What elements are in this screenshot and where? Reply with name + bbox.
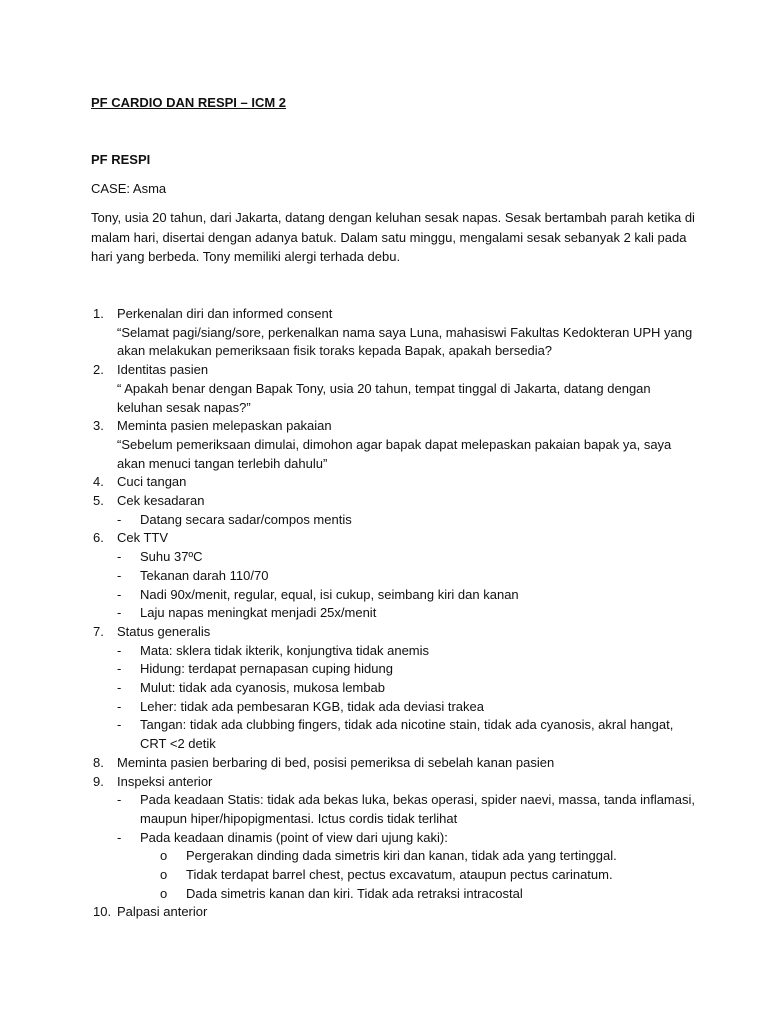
list-item-text: keluhan sesak napas?” — [117, 399, 251, 415]
bullet-dash: - — [117, 567, 122, 583]
list-number: 5. — [93, 493, 104, 508]
list-number: 7. — [93, 623, 104, 639]
bullet-dash: - — [117, 792, 122, 808]
list-item-text: Palpasi anterior — [117, 904, 208, 920]
list-item-text: Tangan: tidak ada clubbing fingers, tidak ada nicotine stain, tidak ada cyanosis, akral hangat, — [140, 717, 674, 733]
list-number: 9. — [93, 773, 104, 789]
bullet-dash: - — [117, 511, 122, 527]
list-item-text: Identitas pasien — [117, 362, 209, 378]
doc-title: PF CARDIO DAN RESPI – ICM 2 — [91, 95, 287, 110]
list-item-text: Mulut: tidak ada cyanosis, mukosa lembab — [140, 680, 385, 695]
list-item-text: “Selamat pagi/siang/sore, perkenalkan nama saya Luna, mahasiswi Fakultas Kedokteran UPH yang — [117, 324, 693, 340]
list-number: 2. — [93, 362, 104, 378]
list-item-text: Tidak terdapat barrel chest, pectus excavatum, ataupun pectus carinatum. — [186, 867, 613, 882]
list-item-text: Tekanan darah 110/70 — [140, 567, 269, 583]
list-item-text: Nadi 90x/menit, regular, equal, isi cukup, seimbang kiri dan kanan — [140, 586, 519, 602]
list-item-text: akan melakukan pemeriksaan fisik toraks kepada Bapak, apakah bersedia? — [117, 343, 553, 359]
list-item-text: Leher: tidak ada pembesaran KGB, tidak ada deviasi trakea — [140, 698, 484, 714]
list-item-text: Pergerakan dinding dada simetris kiri dan kanan, tidak ada yang tertinggal. — [186, 848, 617, 864]
list-item-text: “Sebelum pemeriksaan dimulai, dimohon agar bapak dapat melepaskan pakaian bapak ya, saya — [117, 436, 672, 452]
list-item-text: akan menuci tangan terlebih dahulu” — [117, 455, 328, 471]
list-item-text: “ Apakah benar dengan Bapak Tony, usia 20 tahun, tempat tinggal di Jakarta, datang dengan — [117, 380, 651, 396]
bullet-circle: o — [160, 867, 168, 882]
list-number: 3. — [93, 418, 104, 434]
intro-line: malam hari, disertai dengan adanya batuk. Dalam satu minggu, mengalami sesak sebanyak 2 kali pada — [91, 230, 687, 245]
list-item-text: Pada keadaan Statis: tidak ada bekas luka, bekas operasi, spider naevi, massa, tanda inflamasi, — [140, 792, 695, 808]
list-item-text: Datang secara sadar/compos mentis — [140, 511, 352, 527]
bullet-dash: - — [117, 549, 122, 565]
list-item-text: Inspeksi anterior — [117, 773, 213, 789]
list-item-text: Status generalis — [117, 623, 211, 639]
bullet-dash: - — [117, 680, 122, 695]
list-number: 4. — [93, 474, 104, 490]
list-item-text: Hidung: terdapat pernapasan cuping hidung — [140, 661, 393, 677]
bullet-dash: - — [117, 829, 122, 845]
list-item-text: Meminta pasien melepaskan pakaian — [117, 418, 332, 434]
list-item-text: Pada keadaan dinamis (point of view dari ujung kaki): — [140, 829, 448, 845]
bullet-dash: - — [117, 698, 122, 714]
list-item-text: Cek kesadaran — [117, 493, 205, 508]
list-number: 1. — [93, 306, 104, 321]
intro-line: hari yang berbeda. Tony memiliki alergi terhada debu. — [91, 249, 401, 264]
list-number: 10. — [93, 904, 112, 920]
bullet-dash: - — [117, 605, 122, 621]
bullet-dash: - — [117, 586, 122, 602]
bullet-dash: - — [117, 717, 122, 733]
bullet-dash: - — [117, 661, 122, 677]
list-item-text: Perkenalan diri dan informed consent — [117, 306, 333, 321]
list-item-text: Laju napas meningkat menjadi 25x/menit — [140, 605, 377, 621]
list-item-text: Meminta pasien berbaring di bed, posisi pemeriksa di sebelah kanan pasien — [117, 754, 555, 770]
list-number: 8. — [93, 754, 104, 770]
intro-line: Tony, usia 20 tahun, dari Jakarta, datang dengan keluhan sesak napas. Sesak bertambah parah ketika di — [91, 210, 695, 225]
list-item-text: CRT <2 detik — [140, 736, 216, 752]
list-item-text: Dada simetris kanan dan kiri. Tidak ada retraksi intracostal — [186, 885, 523, 901]
section-heading: PF RESPI — [91, 152, 151, 167]
list-number: 6. — [93, 530, 104, 546]
bullet-circle: o — [160, 848, 168, 864]
list-item-text: Cuci tangan — [117, 474, 187, 490]
list-item-text: maupun hiper/hipopigmentasi. Ictus cordis tidak terlihat — [140, 810, 458, 826]
case-label: CASE: Asma — [91, 181, 167, 196]
bullet-dash: - — [117, 642, 122, 658]
bullet-circle: o — [160, 885, 168, 901]
list-item-text: Suhu 37ºC — [140, 549, 203, 565]
list-item-text: Mata: sklera tidak ikterik, konjungtiva tidak anemis — [140, 642, 430, 658]
list-item-text: Cek TTV — [117, 530, 169, 546]
